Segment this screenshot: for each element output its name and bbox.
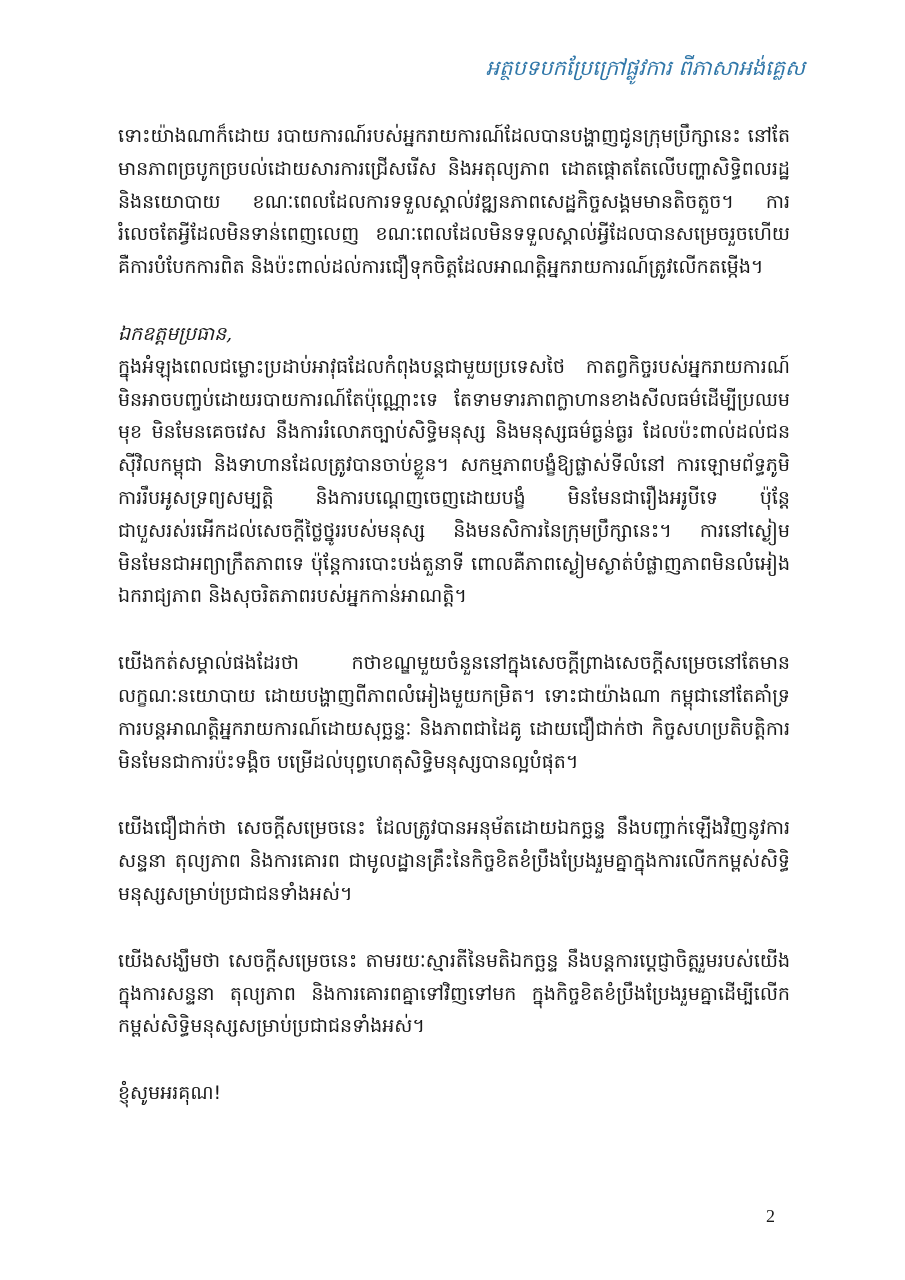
paragraph-3: យើងកត់សម្គាល់ផងដែរថា កថាខណ្ឌមួយចំនួននៅក្នុងសេចក្តីព្រាងសេចក្តីសម្រេចនៅតែមានលក្ខណៈនយោបាយ ដោយបង្ហាញពីភាពលំអៀងមួយកម្រិត។ ទោះជាយ៉ាងណា កម្ពុជានៅតែគាំទ្រការបន្តអាណត្តិអ្នករាយការណ៍ដោយសុច្ឆន្ទៈ និងភាពជាដៃគូ ដោយជឿជាក់ថា កិច្ចសហប្រតិបត្តិការ មិនមែនជាការប៉ះទង្គិច បម្រើដល់បុព្វហេតុសិទ្ធិមនុស្សបានល្អបំផុត។ <box>118 652 790 773</box>
paragraph-spacer <box>118 613 790 647</box>
document-body <box>118 120 790 1110</box>
running-header: អត្ថបទបកប្រែក្រៅផ្លូវការ ពីភាសាអង់គ្លេស <box>485 56 805 80</box>
paragraph-spacer <box>118 778 790 812</box>
paragraph-spacer <box>118 284 790 318</box>
paragraph-spacer <box>118 1043 790 1077</box>
paragraph-2: ក្នុងអំឡុងពេលជម្លោះប្រដាប់អាវុធដែលកំពុងបន្តជាមួយប្រទេសថៃ កាតព្វកិច្ចរបស់អ្នករាយការណ៍មិនអាចបញ្ចប់ដោយរបាយការណ៍តែប៉ុណ្ណោះទេ តែទាមទារភាពក្លាហានខាងសីលធម៌ដើម្បីប្រឈមមុខ មិនមែនគេចវេស នឹងការរំលោភច្បាប់សិទ្ធិមនុស្ស និងមនុស្សធម៌ធ្ងន់ធ្ងរ ដែលប៉ះពាល់ដល់ជនស៊ីវិលកម្ពុជា និងទាហានដែលត្រូវបានចាប់ខ្លួន។ សកម្មភាពបង្ខំឱ្យផ្លាស់ទីលំនៅ ការឡោមព័ទ្ធភូមិ ការរឹបអូសទ្រព្យសម្បត្តិ និងការបណ្តេញចេញដោយបង្ខំ មិនមែនជារឿងអរូបីទេ ប៉ុន្តែជាបួសរស់រអើកដល់សេចក្តីថ្លៃថ្នូររបស់មនុស្ស និងមនសិការនៃក្រុមប្រឹក្សានេះ។ ការនៅស្ងៀមមិនមែនជាអព្យាក្រឹតភាពទេ ប៉ុន្តែការបោះបង់តួនាទី ពោលគឺភាពស្ងៀមស្ងាត់បំផ្លាញភាពមិនលំអៀង ឯករាជ្យភាព និងសុចរិតភាពរបស់អ្នកកាន់អាណត្តិ។ <box>118 355 790 608</box>
paragraph-4: យើងជឿជាក់ថា សេចក្តីសម្រេចនេះ ដែលត្រូវបានអនុម័តដោយឯកច្ឆន្ទ នឹងបញ្ជាក់ឡើងវិញនូវការសន្ទនា តុល្យភាព និងការគោរព ជាមូលដ្ឋានគ្រឹះនៃកិច្ចខិតខំប្រឹងប្រែងរួមគ្នាក្នុងការលើកកម្ពស់សិទ្ធិមនុស្សសម្រាប់ប្រជាជនទាំងអស់។ <box>118 817 790 905</box>
paragraph-5: យើងសង្ឃឹមថា សេចក្តីសម្រេចនេះ តាមរយៈស្មារតីនៃមតិឯកច្ឆន្ទ នឹងបន្តការប្តេជ្ញាចិត្តរួមរបស់យើងក្នុងការសន្ទនា តុល្យភាព និងការគោរពគ្នាទៅវិញទៅមក ក្នុងកិច្ចខិតខំប្រឹងប្រែងរួមគ្នាដើម្បីលើកកម្ពស់សិទ្ធិមនុស្សសម្រាប់ប្រជាជនទាំងអស់។ <box>118 949 790 1038</box>
closing-remark: ខ្ញុំសូមអរគុណ! <box>118 1082 222 1105</box>
salutation: ឯកឧត្តមប្រធាន, <box>118 322 233 345</box>
paragraph-spacer <box>118 911 790 945</box>
paragraph-1: ទោះយ៉ាងណាក៏ដោយ របាយការណ៍របស់អ្នករាយការណ៍ដែលបានបង្ហាញជូនក្រុមប្រឹក្សានេះ នៅតែមានភាពច្របូកច្របល់ដោយសារការជ្រើសរើស និងអតុល្យភាព ដោតផ្តោតតែលើបញ្ហាសិទ្ធិពលរដ្ឋ និងនយោបាយ ខណៈពេលដែលការទទួលស្គាល់វឌ្ឍនភាពសេដ្ឋកិច្ចសង្គមមានតិចតួច។ ការរំលេចតែអ្វីដែលមិនទាន់ពេញលេញ ខណៈពេលដែលមិនទទួលស្គាល់អ្វីដែលបានសម្រេចរួចហើយ គឺការបំបែកការពិត និងប៉ះពាល់ដល់ការជឿទុកចិត្តដែលអាណត្តិអ្នករាយការណ៍ត្រូវលើកតម្កើង។ <box>118 125 790 279</box>
page-number: 2 <box>766 1206 775 1226</box>
